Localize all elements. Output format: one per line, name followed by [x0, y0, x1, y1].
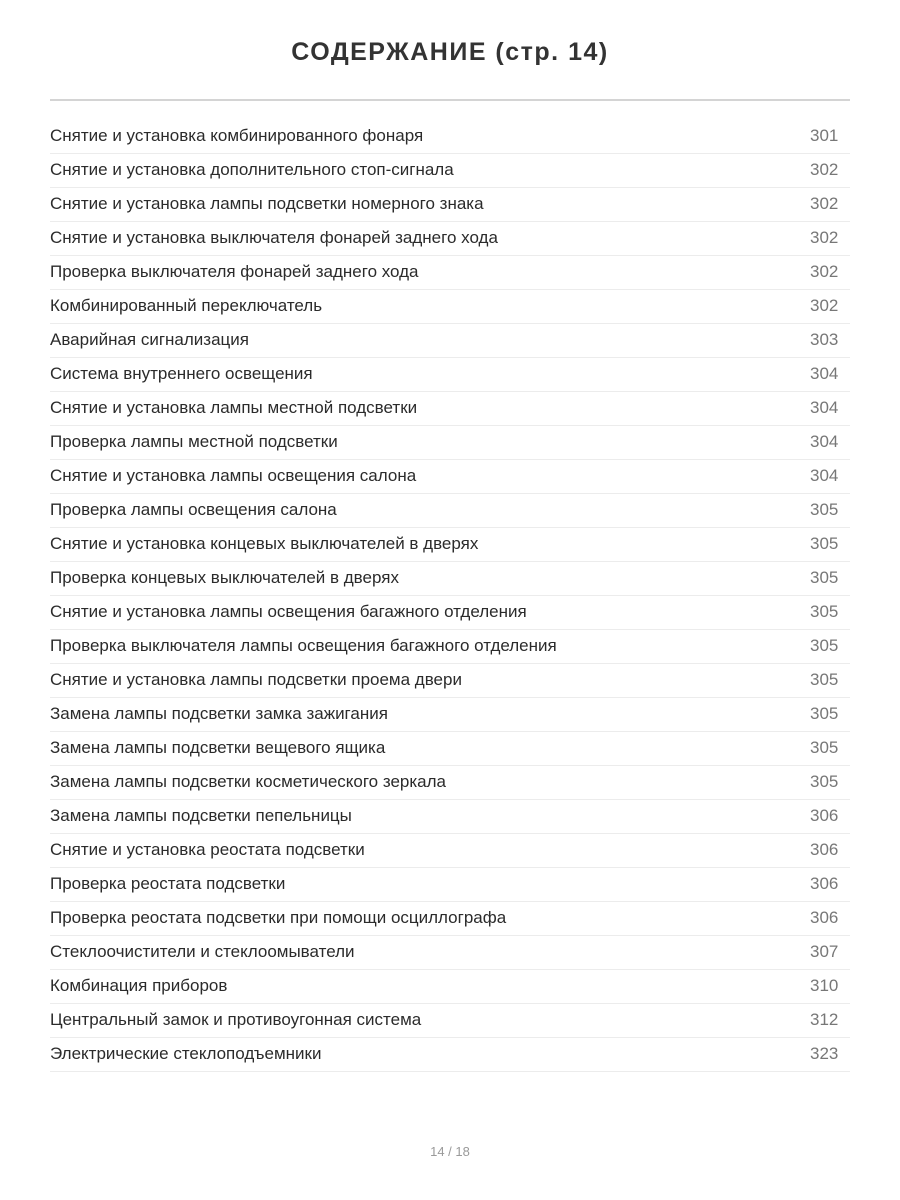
toc-entry-title: Проверка концевых выключателей в дверях	[50, 568, 399, 587]
toc-entry-title: Проверка реостата подсветки	[50, 874, 286, 893]
toc-entry-page-number: 305	[810, 704, 839, 723]
toc-entry-page-number: 302	[810, 296, 839, 315]
toc-entry[interactable]	[50, 494, 850, 528]
toc-entry-title: Проверка выключателя лампы освещения багажного отделения	[50, 636, 557, 655]
toc-entry-title: Центральный замок и противоугонная система	[50, 1010, 422, 1029]
toc-entry[interactable]	[50, 120, 850, 154]
toc-entry-title: Замена лампы подсветки косметического зеркала	[50, 772, 447, 791]
page-number: 14 / 18	[430, 1144, 470, 1159]
toc-entry-title: Проверка лампы местной подсветки	[50, 432, 338, 451]
toc-entry-title: Проверка реостата подсветки при помощи осциллографа	[50, 908, 507, 927]
toc-entry-title: Аварийная сигнализация	[50, 330, 249, 349]
toc-entry[interactable]	[50, 800, 850, 834]
toc-entry-title: Снятие и установка лампы освещения салона	[50, 466, 417, 485]
toc-entry-title: Стеклоочистители и стеклоомыватели	[50, 942, 355, 961]
toc-entry-page-number: 307	[810, 942, 839, 961]
toc-entry-title: Электрические стеклоподъемники	[50, 1044, 322, 1063]
toc-entry[interactable]	[50, 732, 850, 766]
toc-entry-title: Снятие и установка дополнительного стоп-сигнала	[50, 160, 454, 179]
toc-entry-page-number: 305	[810, 602, 839, 621]
toc-entry[interactable]	[50, 834, 850, 868]
toc-entry-page-number: 306	[810, 840, 839, 859]
toc-entry-page-number: 302	[810, 160, 839, 179]
toc-entry-title: Снятие и установка лампы освещения багажного отделения	[50, 602, 527, 621]
toc-entry[interactable]	[50, 324, 850, 358]
toc-entry[interactable]	[50, 868, 850, 902]
toc-entry[interactable]	[50, 630, 850, 664]
toc-entry-title: Снятие и установка лампы подсветки номерного знака	[50, 194, 484, 213]
toc-entry[interactable]	[50, 426, 850, 460]
toc-entry-page-number: 305	[810, 534, 839, 553]
toc-entry-title: Система внутреннего освещения	[50, 364, 313, 383]
toc-entry-page-number: 305	[810, 670, 839, 689]
toc-entry[interactable]	[50, 902, 850, 936]
toc-entry-page-number: 304	[810, 364, 839, 383]
toc-entry[interactable]	[50, 256, 850, 290]
toc-entry-page-number: 305	[810, 636, 839, 655]
toc-entry-page-number: 312	[810, 1010, 839, 1029]
toc-entry-title: Снятие и установка концевых выключателей в дверях	[50, 534, 479, 553]
toc-entry[interactable]	[50, 596, 850, 630]
toc-entry-page-number: 323	[810, 1044, 839, 1063]
toc-entry-title: Замена лампы подсветки пепельницы	[50, 806, 352, 825]
toc-entry-page-number: 302	[810, 194, 839, 213]
toc-entry-page-number: 302	[810, 262, 839, 281]
toc-entry-page-number: 306	[810, 908, 839, 927]
toc-entry[interactable]	[50, 1004, 850, 1038]
title-divider	[50, 99, 850, 101]
toc-entry-page-number: 306	[810, 874, 839, 893]
toc-entry-page-number: 310	[810, 976, 839, 995]
toc-entry-page-number: 304	[810, 432, 839, 451]
toc-entry-page-number: 305	[810, 772, 839, 791]
toc-entry[interactable]	[50, 1038, 850, 1072]
toc-entry-title: Комбинированный переключатель	[50, 296, 323, 315]
toc-entry-page-number: 303	[810, 330, 839, 349]
toc-entry-title: Снятие и установка лампы местной подсветки	[50, 398, 418, 417]
toc-entry-title: Проверка выключателя фонарей заднего хода	[50, 262, 419, 281]
toc-entry-page-number: 306	[810, 806, 839, 825]
toc-entry-page-number: 304	[810, 466, 839, 485]
toc-entry-title: Снятие и установка реостата подсветки	[50, 840, 365, 859]
toc-entry[interactable]	[50, 358, 850, 392]
toc-list	[50, 120, 850, 1072]
toc-entry[interactable]	[50, 970, 850, 1004]
toc-entry[interactable]	[50, 664, 850, 698]
toc-entry-title: Снятие и установка выключателя фонарей заднего хода	[50, 228, 498, 247]
toc-entry-page-number: 305	[810, 738, 839, 757]
toc-entry-page-number: 304	[810, 398, 839, 417]
toc-entry[interactable]	[50, 528, 850, 562]
toc-entry-title: Замена лампы подсветки замка зажигания	[50, 704, 388, 723]
toc-entry[interactable]	[50, 936, 850, 970]
toc-entry-page-number: 302	[810, 228, 839, 247]
toc-entry-page-number: 305	[810, 500, 839, 519]
toc-entry-title: Проверка лампы освещения салона	[50, 500, 337, 519]
toc-entry[interactable]	[50, 766, 850, 800]
toc-entry-page-number: 301	[810, 126, 839, 145]
toc-entry[interactable]	[50, 188, 850, 222]
toc-entry[interactable]	[50, 392, 850, 426]
toc-entry-title: Комбинация приборов	[50, 976, 228, 995]
toc-entry[interactable]	[50, 222, 850, 256]
toc-entry-title: Снятие и установка лампы подсветки проема двери	[50, 670, 462, 689]
toc-entry-title: Замена лампы подсветки вещевого ящика	[50, 738, 386, 757]
toc-entry[interactable]	[50, 698, 850, 732]
page-title: СОДЕРЖАНИЕ (стр. 14)	[291, 38, 609, 66]
toc-entry-page-number: 305	[810, 568, 839, 587]
toc-entry[interactable]	[50, 154, 850, 188]
toc-entry[interactable]	[50, 290, 850, 324]
toc-entry-title: Снятие и установка комбинированного фонаря	[50, 126, 424, 145]
toc-entry[interactable]	[50, 460, 850, 494]
toc-entry[interactable]	[50, 562, 850, 596]
